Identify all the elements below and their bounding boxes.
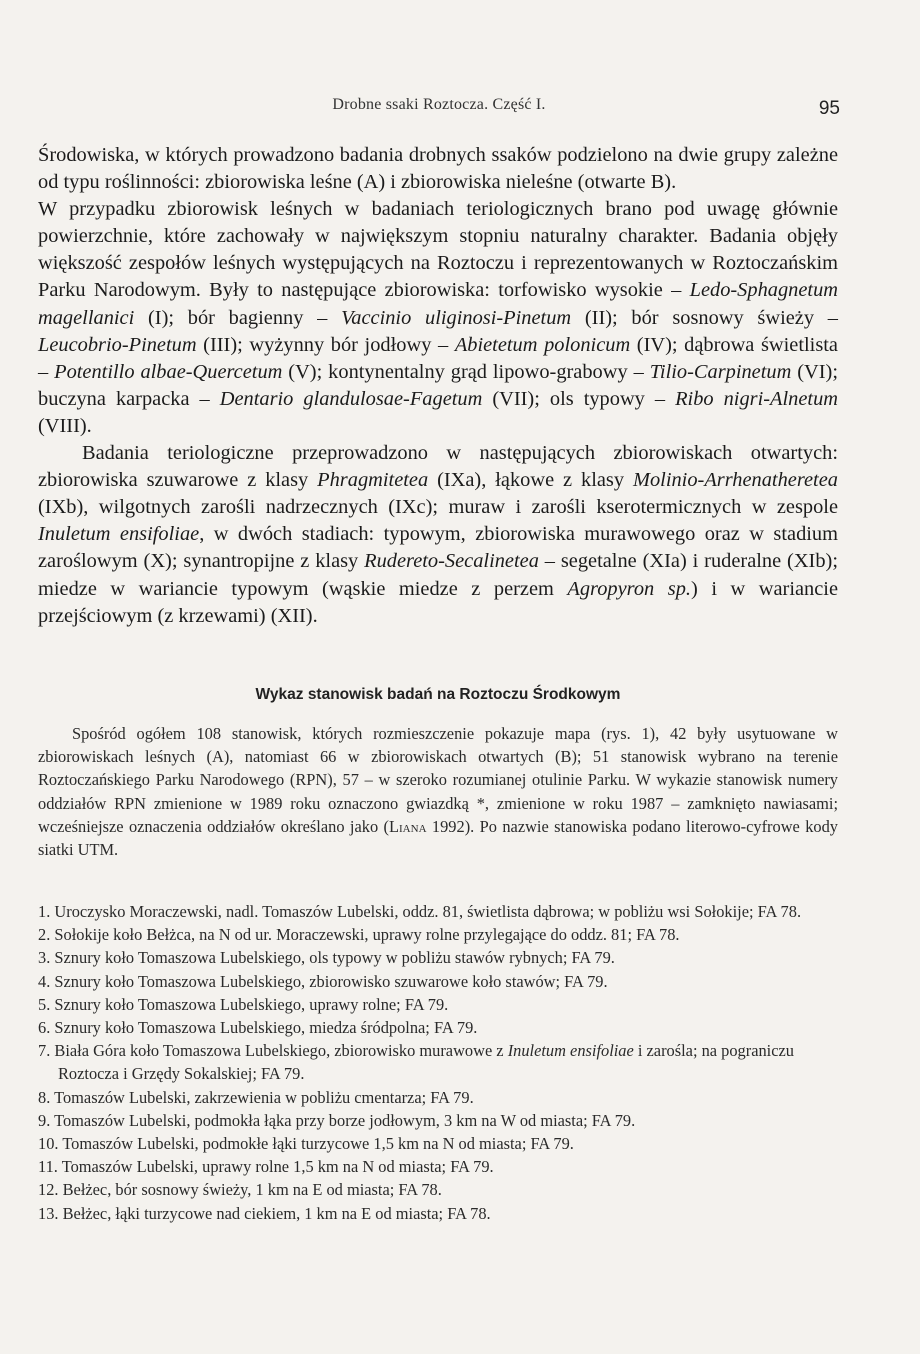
text-run: – segetalne (XIa) i ruderalne (XIb); miedze w wariancie typowym (wąskie miedze z perzem: [38, 550, 839, 600]
list-item: [38, 970, 838, 993]
list-item: [38, 1086, 838, 1109]
item-number: 11.: [38, 1157, 58, 1177]
taxon-name: Ledo-Sphagnetum magellanici: [38, 279, 838, 329]
item-number: 9.: [38, 1110, 51, 1130]
taxon-name: Dentario glandulosae-Fagetum: [219, 387, 483, 410]
text-run: (III); wyżynny bór jodłowy –: [196, 333, 455, 356]
text-run: , w dwóch stadiach: typowym, zbiorowiska murawowego oraz w stadium zaroślowym (X); synantropijne z klasy: [38, 523, 838, 573]
text-run: (VI); buczyna karpacka –: [38, 360, 839, 410]
taxon-name: Phragmitetea: [317, 469, 429, 492]
item-number: 10.: [38, 1134, 59, 1154]
item-number: 8.: [38, 1087, 51, 1107]
item-text: Sznury koło Tomaszowa Lubelskiego, miedza śródpolna; FA 79.: [54, 1018, 478, 1038]
item-text: Biała Góra koło Tomaszowa Lubelskiego, zbiorowisko murawowe z: [54, 1041, 508, 1061]
item-number: 2.: [38, 925, 51, 945]
text-run: (VIII).: [38, 414, 92, 437]
list-item: [38, 1178, 838, 1201]
item-number: 5.: [38, 994, 51, 1014]
text-run: (II); bór sosnowy świeży –: [571, 306, 838, 329]
list-item: [38, 946, 838, 969]
item-text: Sznury koło Tomaszowa Lubelskiego, ols typowy w pobliżu stawów rybnych; FA 79.: [54, 948, 615, 968]
taxon-name: Rudereto-Secalinetea: [364, 550, 539, 573]
item-number: 7.: [38, 1041, 51, 1061]
list-item: [38, 1155, 838, 1178]
taxon-name: Abietetum polonicum: [454, 333, 631, 356]
body-text: [38, 142, 838, 630]
list-item: [38, 993, 838, 1016]
item-text: Tomaszów Lubelski, zakrzewienia w pobliżu cmentarza; FA 79.: [54, 1087, 474, 1107]
item-number: 12.: [38, 1180, 59, 1200]
text-run: (VII); ols typowy –: [482, 387, 676, 410]
text-run: W przypadku zbiorowisk leśnych w badaniach teriologicznych brano pod uwagę głównie powierzchnie, które zachowały w największym stopniu naturalny charakter. Badania objęły większość zespołów leśnych występujących na Roztoczu i reprezentowanych w Roztoczańskim Parku Narodowym. Były to następujące zbiorowiska: torfowisko wysokie –: [38, 198, 838, 302]
text-run: (I); bór bagienny –: [134, 306, 342, 329]
site-list: [38, 900, 838, 1225]
text-run: (V); kontynentalny grąd lipowo-grabowy –: [282, 360, 650, 383]
item-text: Sznury koło Tomaszowa Lubelskiego, uprawy rolne; FA 79.: [54, 994, 449, 1014]
item-number: 3.: [38, 948, 51, 968]
item-text: Sołokije koło Bełżca, na N od ur. Moraczewski, uprawy rolne przylegające do oddz. 81; FA 78.: [54, 925, 680, 945]
item-text: Tomaszów Lubelski, podmokłe łąki turzycowe 1,5 km na N od miasta; FA 79.: [62, 1134, 574, 1154]
item-number: 4.: [38, 971, 51, 991]
taxon-name: Potentillo albae-Quercetum: [54, 360, 283, 383]
author-citation: Liana: [389, 816, 427, 836]
taxon-name: Leucobrio-Pinetum: [38, 333, 197, 356]
section-heading: Wykaz stanowisk badań na Roztoczu Środkowym: [255, 686, 621, 703]
item-text: Tomaszów Lubelski, podmokła łąka przy borze jodłowym, 3 km na W od miasta; FA 79.: [54, 1110, 636, 1130]
list-item: [38, 1016, 838, 1039]
text-run: (IV); dąbrowa świetlista –: [38, 333, 838, 383]
item-text: Tomaszów Lubelski, uprawy rolne 1,5 km na N od miasta; FA 79.: [61, 1157, 494, 1177]
taxon-name: Agropyron sp.: [567, 577, 691, 600]
item-text: Bełżec, łąki turzycowe nad ciekiem, 1 km na E od miasta; FA 78.: [62, 1203, 491, 1223]
list-item: [38, 923, 838, 946]
text-run: 1992). Po nazwie stanowiska podano literowo-cyfrowe kody siatki UTM.: [38, 816, 838, 860]
taxon-name: Tilio-Carpinetum: [649, 360, 792, 383]
taxon-name: Vaccinio uliginosi-Pinetum: [341, 306, 572, 329]
taxon-name: Inuletum ensifoliae: [38, 523, 200, 546]
text-run: Badania teriologiczne przeprowadzono w następujących zbiorowiskach otwartych: zbiorowiska szuwarowe z klasy: [38, 442, 838, 492]
text-run: (IXa), łąkowe z klasy: [428, 469, 633, 492]
list-item: [38, 1202, 838, 1225]
list-item: [38, 1132, 838, 1155]
paragraph-forest-communities: [38, 196, 838, 440]
list-item: [38, 1109, 838, 1132]
text-run: ) i w wariancie przejściowym (z krzewami) (XII).: [38, 577, 838, 627]
item-number: 6.: [38, 1018, 51, 1038]
paragraph-environments: Środowiska, w których prowadzono badania drobnych ssaków podzielono na dwie grupy zależne od typu roślinności: zbiorowiska leśne (A) i zbiorowiska nieleśne (otwarte B).: [38, 144, 838, 194]
item-text: Sznury koło Tomaszowa Lubelskiego, zbiorowisko szuwarowe koło stawów; FA 79.: [54, 971, 608, 991]
item-text: i zarośla; na pograniczu Roztocza i Grzędy Sokalskiej; FA 79.: [58, 1041, 794, 1084]
item-number: 1.: [38, 902, 51, 921]
item-text: Bełżec, bór sosnowy świeży, 1 km na E od miasta; FA 78.: [62, 1180, 442, 1200]
running-title: Drobne ssaki Roztocza. Część I.: [332, 96, 546, 113]
taxon-name: Ribo nigri-Alnetum: [675, 387, 838, 410]
text-run: Spośród ogółem 108 stanowisk, których rozmieszczenie pokazuje mapa (rys. 1), 42 były usytuowane w zbiorowiskach leśnych (A), natomiast 66 w zbiorowiskach otwartych (B); 51 stanowisk wybrano na terenie Roztoczańskiego Parku Narodowego (RPN), 57 – w szeroko rozumianej otulinie Parku. W wykazie stanowisk numery oddziałów RPN zmienione w 1989 roku oznaczono gwiazdką *, zmienione w roku 1987 – zamknięto nawiasami; wcześniejsze oznaczenia oddziałów określano jako (: [38, 724, 838, 836]
paragraph-open-communities: [38, 440, 838, 630]
item-number: 13.: [38, 1203, 59, 1223]
taxon-name: Molinio-Arrhenatheretea: [632, 469, 838, 492]
section-intro: [38, 722, 838, 861]
text-run: (IXb), wilgotnych zarośli nadrzecznych (IXc); muraw i zarośli kserotermicznych w zespole: [38, 496, 838, 519]
page-number: 95: [818, 98, 840, 119]
list-item: [38, 1039, 838, 1085]
taxon-name: Inuletum ensifoliae: [507, 1041, 634, 1061]
list-item: [38, 900, 838, 923]
item-text: Uroczysko Moraczewski, nadl. Tomaszów Lubelski, oddz. 81, świetlista dąbrowa; w pobliżu wsi Sołokije; FA 78.: [54, 902, 802, 921]
